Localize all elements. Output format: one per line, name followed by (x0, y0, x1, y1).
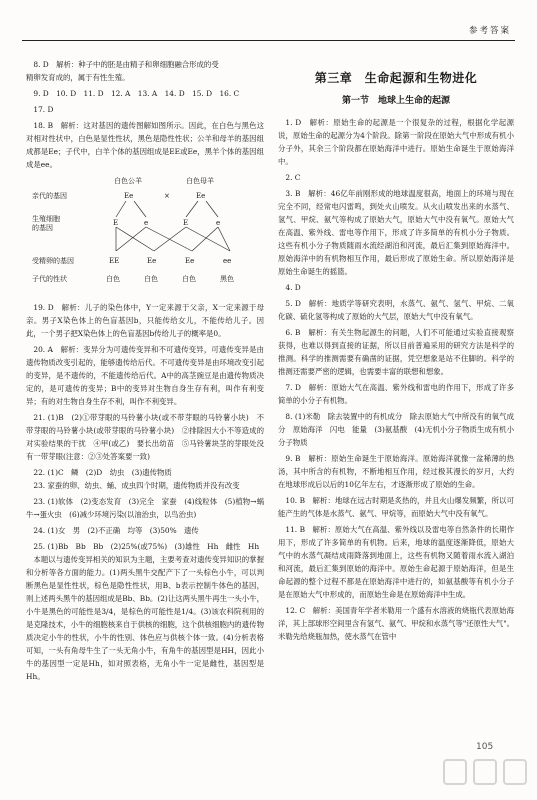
r-answer-11: 11. B 解析：原始大气在高温、紫外线以及雷电等自然条件的长期作用下，形成了许多简单的有机物。后来，地球的温度逐渐降低，原始大气中的水蒸气凝结成雨降落到地面上，这些有机物又随着雨水流入湖泊和河流，最后汇集到原始的海洋中。原始生命起源于原始海洋，但是生命起源的整个过程不都是在原始海洋中进行的，如氨基酸等有机小分子是在原始大气中形成的，而原始生命是在原始海洋中生成。 (278, 525, 514, 599)
offspring-3: 白色 (182, 275, 196, 283)
gamete-label-line2: 的基因 (32, 224, 53, 232)
right-column (278, 58, 514, 643)
white-ewe-label: 白色母羊 (186, 177, 214, 185)
chapter-title: 第三章 生命起源和生物进化 (314, 71, 478, 85)
answer-20: 20. A 解析：变异分为可遗传变异和不可遗传变异，可遗传变异是由遗传物质改变引起的，能够遗传给后代。不可遗传变异是由环境改变引起的变异，是不遗传的，不能遗传给后代。A中的高茎豌豆是由遗传物质决定的，是可遗传的变异；B中的变异对生物自身生存有利，叫作有利变异；有的对生物自身生存不利，叫作不利变异。 (26, 345, 264, 406)
answer-8: 8. D 解析：种子中的胚是由精子和卵细胞融合形成的受 (33, 60, 219, 69)
answer-18: 18. B 解析：这对基因的遗传图解如图所示。因此，在白色与黑色这对相对性状中，白色是显性性状，黑色是隐性性状；公羊和母羊的基因组成都是Ee；子代中，白羊个体的基因组成是EE或Ee，黑羊个体的基因组成是ee。 (26, 121, 264, 169)
offspring-1: 白色 (106, 275, 120, 283)
r-answer-5: 5. D 解析：地质学等研究表明，水蒸气、氨气、氢气、甲烷、二氧化碳、硫化氢等构成了原始的大气层，原始大气中没有氧气。 (278, 299, 514, 321)
answer-19: 19. D 解析：儿子的染色体中，Y一定来源于父亲，X一定来源于母亲。男子X染色体上的色盲基因b，只能传给女儿，不能传给儿子。因此，一个男子把X染色体上的色盲基因b传给儿子的概率是0。 (26, 303, 264, 338)
zygote-3: Ee (185, 257, 195, 265)
r-answer-7: 7. D 解析：原始大气在高温、紫外线和雷电的作用下，形成了许多简单的小分子有机物。 (278, 383, 514, 405)
white-ram-label: 白色公羊 (114, 177, 142, 185)
r-answer-6: 6. B 解析：有关生物起源生的问题，人们不可能通过实验直接观察获得，也难以得到直接的证据，所以目前普遍采用的研究方法是科学的推测。科学的推测需要有确凿的证据，凭空想象是站不住脚的。科学的推测还需要严密的逻辑，也需要丰富的联想和想象。 (278, 328, 514, 376)
cross-symbol: × (164, 192, 170, 200)
r-answer-2: 2. C (285, 173, 301, 182)
header-title: 参考答案 (468, 26, 511, 36)
section-title: 第一节 地球上生命的起源 (341, 96, 450, 106)
zygote-1: EE (109, 257, 120, 265)
offspring-2: 白色 (144, 275, 158, 283)
r-answer-10: 10. B 解析：地球在远古时期是炙热的，并且火山爆发频繁，所以可能产生的气体是水蒸气、氨气、甲烷等，而原始大气中没有氧气。 (278, 496, 514, 518)
r-answer-9: 9. B 解析：原始生命诞生于原始海洋。原始海洋就像一盆稀薄的热汤，其中所含的有机物，不断地相互作用，经过极其漫长的岁月，大约在地球形成后以后的10亿年左右，才逐渐形成了原始的生命。 (278, 454, 514, 489)
zygote-label: 受精卵的基因 (32, 257, 74, 265)
header-rule (22, 40, 515, 41)
answer-25-explanation: 本题以与遗传变异相关的知识为主题，主要考查对遗传变异知识的掌握和分析等各方面的能力。(1)两头黑牛交配产下了一头棕色小牛，可以判断黑色是显性性状，棕色是隐性性状，用B、b表示控制牛体色的基因，则上述两头黑牛的基因组成是Bb、Bb。(2)让这两头黑牛再生一头小牛，小牛是黑色的可能性是3/4，是棕色的可能性是1/4。(3)该农科院利用的是克隆技术，小牛的细胞核来自于供核的细胞，这个供核细胞内的遗传物质决定小牛的性状，小牛的性别、体色应与供核个体一致。(4)分析表格可知，一头有角母牛生了一头无角小牛，有角牛的基因型是HH，因此小牛的基因型一定是Hh，如对照表格，无角小牛一定是雌性，基因型是Hh。 (26, 555, 264, 681)
answer-25: 25. (1)Bb Bb Bb (2)25%(或75%) (3)雄性 Hh 雌性 Hh (33, 542, 260, 551)
parent-left-genotype: Ee (124, 192, 134, 200)
genetic-cross-diagram (26, 173, 256, 297)
answers-9-16: 9. D 10. D 11. D 12. A 13. A 14. D 15. D 16. C (33, 89, 240, 98)
answer-23-note: 23. 家蚕的卵、幼虫、蛹、成虫四个时期，遗传物质并没有改变 (33, 481, 240, 490)
answer-21: 21. (1)B (2)①带芽眼的马铃薯小块(或不带芽眼的马铃薯小块) 不带芽眼的马铃薯小块(或带芽眼的马铃薯小块) ②排除因大小不等造成的对实验结果的干扰 ④甲(或乙) 要长出幼苗 ⑤马铃薯块茎的芽眼处没有一带芽眼(注意：②③处答案要一致) (26, 413, 264, 461)
offspring-4: 黑色 (220, 275, 234, 283)
parent-right-genotype: Ee (196, 192, 206, 200)
zygote-2: Ee (147, 257, 157, 265)
r-answer-3: 3. B 解析：46亿年前刚形成的地球温度很高，地面上的环境与现在完全不同，经常电闪雷鸣，到处火山喷发。从火山喷发出来的水蒸气、氢气、甲烷、氨气等构成了原始大气，原始大气中没有氧气。原始大气在高温、紫外线、雷电等作用下，形成了许多简单的有机小分子物质。这些有机小分子物质随雨水流经湖泊和河流，最后汇集到原始海洋中。原始海洋中的有机物相互作用，最后形成了原始生命。所以原始海洋是原始生命诞生的摇篮。 (278, 189, 514, 276)
gamete-label-line1: 生殖细胞 (32, 215, 60, 223)
r-answer-4: 4. D (285, 283, 301, 292)
offspring-label: 子代的性状 (32, 275, 67, 283)
watermark-logo-icon (440, 752, 532, 792)
left-column (26, 58, 264, 683)
gamete-4: e (216, 219, 221, 227)
r-answer-8: 8. (1)米勒 除去装置中的有机成分 除去原始大气中所没有的氧气成分 原始海洋 闪电 能量 (3)氨基酸 (4)无机小分子物质生成有机小分子物质 (278, 412, 514, 447)
gamete-3: E (183, 219, 189, 227)
parent-genes-label: 亲代的基因 (32, 192, 67, 200)
zygote-4: ee (223, 257, 232, 265)
gamete-2: e (144, 219, 149, 227)
answer-17: 17. D (33, 105, 54, 114)
answer-24: 24. (1)女 男 (2)不正确 均等 (3)50% 遗传 (33, 526, 199, 535)
answer-22: 22. (1)C 鳞 (2)D 幼虫 (3)遗传物质 (33, 468, 172, 477)
answer-23: 23. (1)软体 (2)变态发育 (3)完全 家蚕 (4)线粒体 (5)植物→蜗牛→蛋火虫 (6)减少环境污染(以油治虫，以鸟治虫) (26, 497, 264, 519)
page-header (0, 0, 537, 44)
answer-8-cont: 精卵发育成的，属于有性生殖。 (26, 73, 130, 82)
gamete-1: E (113, 219, 119, 227)
r-answer-1: 1. D 解析：原始生命的起源是一个很复杂的过程，根据化学起源说，原始生命的起源分为4个阶段。除第一阶段在原始大气中形成有机小分子外，其余三个阶段都在原始海洋中进行。原始生命诞生于原始海洋中。 (278, 118, 514, 166)
r-answer-12: 12. C 解析：美国青年学者米勒用一个盛有水溶液的烧瓶代表原始海洋，其上部球形空间里含有氢气、氨气、甲烷和水蒸气等"还原性大气"。米勒先给烧瓶加热，使水蒸气在管中 (278, 606, 514, 641)
page-number: 105 (476, 742, 494, 752)
